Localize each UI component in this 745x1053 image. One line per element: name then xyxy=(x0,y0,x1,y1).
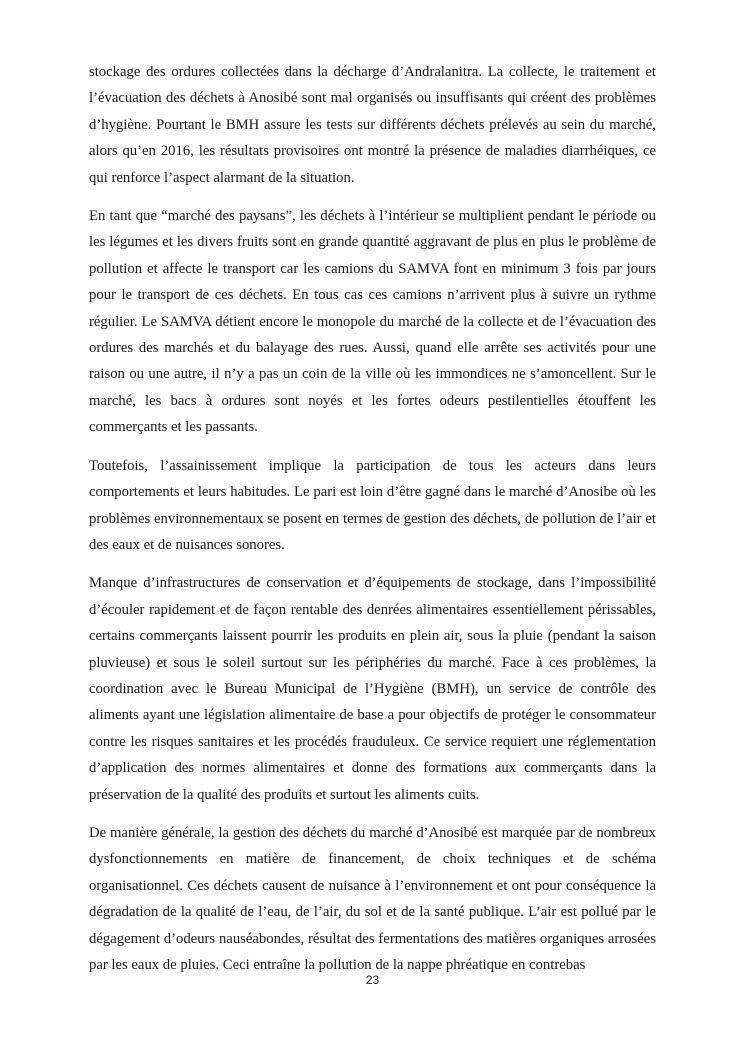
page-number: 23 xyxy=(365,973,380,987)
page-body xyxy=(89,59,656,990)
paragraph-waste-storage: stockage des ordures collectées dans la décharge d’Andralanitra. La collecte, le traitement et l’évacuation des déchets à Anosibé sont mal organisés ou insuffisants qui créent des problèmes d’hygiène. Pourtant le BMH assure les tests sur différents déchets prélevés au sein du marché, alors qu’en 2016, les résultats provisoires ont montré la présence de maladies diarrhéiques, ce qui renforce l’aspect alarmant de la situation. xyxy=(89,64,656,186)
paragraph-sanitation: Toutefois, l’assainissement implique la participation de tous les acteurs dans leurs comportements et leurs habitudes. Le pari est loin d’être gagné dans le marché d’Anosibe où les problèmes environnementaux se posent en termes de gestion des déchets, de pollution de l’air et des eaux et de nuisances sonores. xyxy=(89,457,656,553)
paragraph-farmers-market: En tant que “marché des paysans”, les déchets à l’intérieur se multiplient pendant le période ou les légumes et les divers fruits sont en grande quantité aggravant de plus en plus le problème de pollution et affecte le transport car les camions du SAMVA font en minimum 3 fois par jours pour le transport de ces déchets. En tous cas ces camions n’arrivent plus à suivre un rythme régulier. Le SAMVA détient encore le monopole du marché de la collecte et de l’évacuation des ordures des marchés et du balayage des rues. Aussi, quand elle arrête ses activités pour une raison ou une autre, il n’y a pas un coin de la ville où les immondices ne s’amoncellent. Sur le marché, les bacs à ordures sont noyés et les fortes odeurs pestilentielles étouffent les commerçants et les passants. xyxy=(89,208,656,436)
paragraph-waste-management: De manière générale, la gestion des déchets du marché d’Anosibé est marquée par de nombreux dysfonctionnements en matière de financement, de choix techniques et de schéma organisationnel. Ces déchets causent de nuisance à l’environnement et ont pour conséquence la dégradation de la qualité de l’eau, de l’air, du sol et de la santé publique. L’air est pollué par le dégagement d’odeurs nauséabondes, résultat des fermentations des matières organiques arrosées par les eaux de pluies. Ceci entraîne la pollution de la nappe phréatique en contrebas xyxy=(89,824,656,973)
paragraph-infrastructure: Manque d’infrastructures de conservation et d’équipements de stockage, dans l’impossibilité d’écouler rapidement et de façon rentable des denrées alimentaires essentiellement périssables, certains commerçants laissent pourrir les produits en plein air, sous la pluie (pendant la saison pluvieuse) et sous le soleil surtout sur les périphéries du marché. Face à ces problèmes, la coordination avec le Bureau Municipal de l’Hygiène (BMH), un service de contrôle des aliments ayant une législation alimentaire de base a pour objectifs de protéger le consommateur contre les risques sanitaires et les procédés frauduleux. Ce service requiert une réglementation d’application des normes alimentaires et donne des formations aux commerçants dans la préservation de la qualité des produits et surtout les aliments cuits. xyxy=(89,575,656,803)
